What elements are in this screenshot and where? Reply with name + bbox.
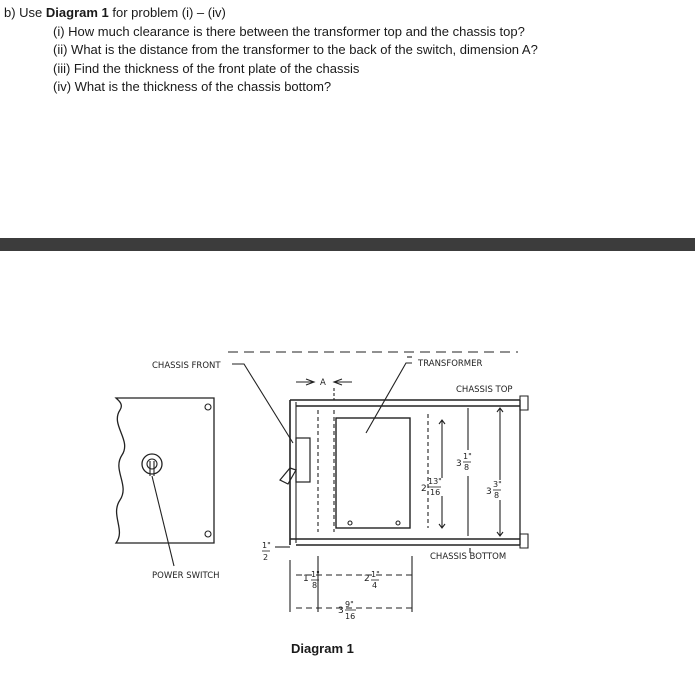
dim-three-three-eighths-num: 3" [493,480,502,489]
chassis-front-plate [116,398,214,543]
question-ii: (ii) What is the distance from the transformer to the back of the switch, dimension A? [53,42,538,58]
question-iv: (iv) What is the thickness of the chassis bottom? [53,79,332,95]
dim-one-eighth [303,570,320,590]
dim-three-nine-num: 9" [345,600,354,609]
power-switch-knob [142,454,162,474]
dim-one-eighth-den: 8 [312,581,318,590]
dim-half-num: 1" [262,541,271,550]
dim-two-thirteen-sixteenths [421,477,442,497]
dim-one-eighth-whole: 1 [303,574,309,584]
dim-three-nine-den: 16 [345,612,356,621]
label-power-switch: POWER SWITCH [152,571,220,581]
front-screw-top [205,404,211,410]
dim-one-eighth-num: 1" [311,570,320,579]
front-screw-bottom [205,531,211,537]
label-chassis-front: CHASSIS FRONT [152,361,221,371]
dim-three-one-eighth-num: 1" [463,452,472,461]
chassis-top [290,400,520,406]
dim-two-thirteen-num: 13" [428,477,442,486]
dim-half [262,541,271,562]
lead-suffix: for problem (i) – (iv) [108,5,226,20]
dim-two-thirteen-whole: 2 [421,484,427,494]
chassis-bottom [290,539,520,545]
dim-three-one-eighth [456,452,472,472]
dim-two-quarter [364,570,380,590]
question-i: (i) How much clearance is there between the transformer top and the chassis top? [53,23,525,39]
diagram-caption: Diagram 1 [291,641,354,656]
switch-body [296,438,310,482]
lead-diagram-ref: Diagram 1 [45,5,109,20]
label-dimension-a: A [320,378,326,388]
dim-three-nine-whole: 3 [338,606,344,616]
dim-three-three-eighths-whole: 3 [486,487,492,497]
dim-three-three-eighths-den: 8 [494,491,500,500]
dim-three-one-eighth-den: 8 [464,463,470,472]
dim-three-one-eighth-whole: 3 [456,459,462,469]
dim-two-thirteen-den: 16 [430,488,441,497]
label-chassis-bottom: CHASSIS BOTTOM [430,552,507,562]
dim-three-three-eighths [486,480,502,500]
transformer [336,418,410,528]
question-iii: (iii) Find the thickness of the front plate of the chassis [53,60,360,76]
dim-half-den: 2 [263,553,269,562]
lead-prefix: b) Use [4,5,46,20]
label-transformer: TRANSFORMER [418,359,483,369]
label-chassis-top: CHASSIS TOP [456,385,513,395]
dim-two-quarter-den: 4 [372,581,378,590]
dim-two-quarter-num: 1" [371,570,380,579]
dim-three-nine-sixteenths [338,600,356,621]
dim-two-quarter-whole: 2 [364,574,370,584]
